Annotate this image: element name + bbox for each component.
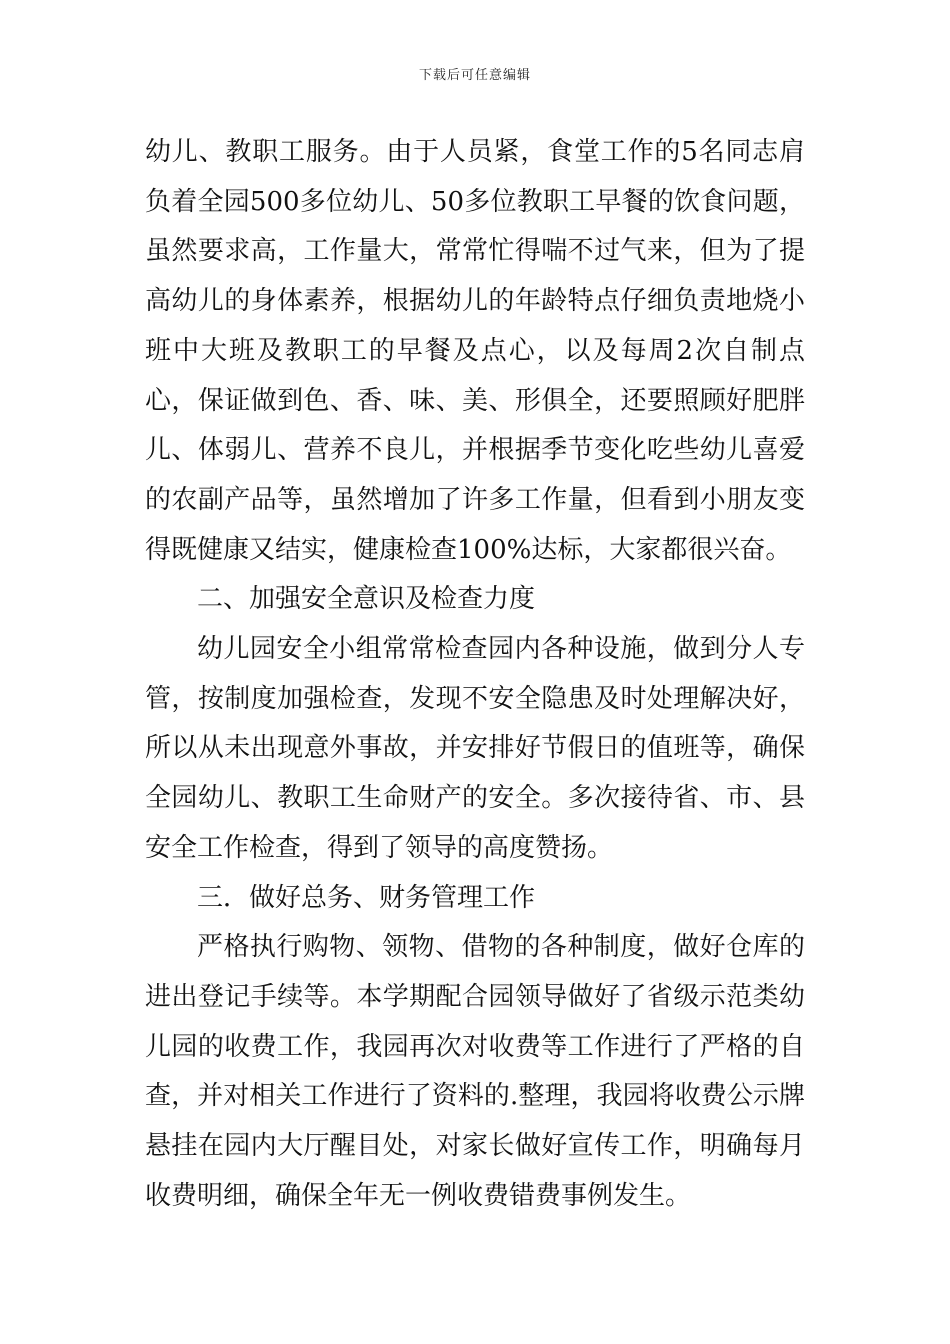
document-body bbox=[145, 128, 805, 1221]
section-heading-safety: 二、加强安全意识及检查力度 bbox=[197, 584, 536, 615]
paragraph-finance: 严格执行购物、领物、借物的各种制度，做好仓库的进出登记手续等。本学期配合园领导做好了省级示范类幼儿园的收费工作，我园再次对收费等工作进行了严格的自查，并对相关工作进行了资料的.整理，我园将收费公示牌悬挂在园内大厅醒目处，对家长做好宣传工作，明确每月收费明细，确保全年无一例收费错费事例发生。 bbox=[145, 932, 805, 1211]
paragraph-safety: 幼儿园安全小组常常检查园内各种设施，做到分人专管，按制度加强检查，发现不安全隐患及时处理解决好，所以从未出现意外事故，并安排好节假日的值班等，确保全园幼儿、教职工生命财产的安全。多次接待省、市、县安全工作检查，得到了领导的高度赞扬。 bbox=[145, 634, 805, 863]
section-heading-finance: 三．做好总务、财务管理工作 bbox=[197, 882, 536, 913]
paragraph-canteen-service: 幼儿、教职工服务。由于人员紧，食堂工作的5名同志肩负着全园500多位幼儿、50多位教职工早餐的饮食问题，虽然要求高，工作量大，常常忙得喘不过气来，但为了提高幼儿的身体素养，根据幼儿的年龄特点仔细负责地烧小班中大班及教职工的早餐及点心，以及每周2次自制点心，保证做到色、香、味、美、形俱全，还要照顾好肥胖儿、体弱儿、营养不良儿，并根据季节变化吃些幼儿喜爱的农副产品等，虽然增加了许多工作量，但看到小朋友变得既健康又结实，健康检查100%达标，大家都很兴奋。 bbox=[145, 137, 805, 565]
header-note: 下载后可任意编辑 bbox=[418, 68, 531, 83]
